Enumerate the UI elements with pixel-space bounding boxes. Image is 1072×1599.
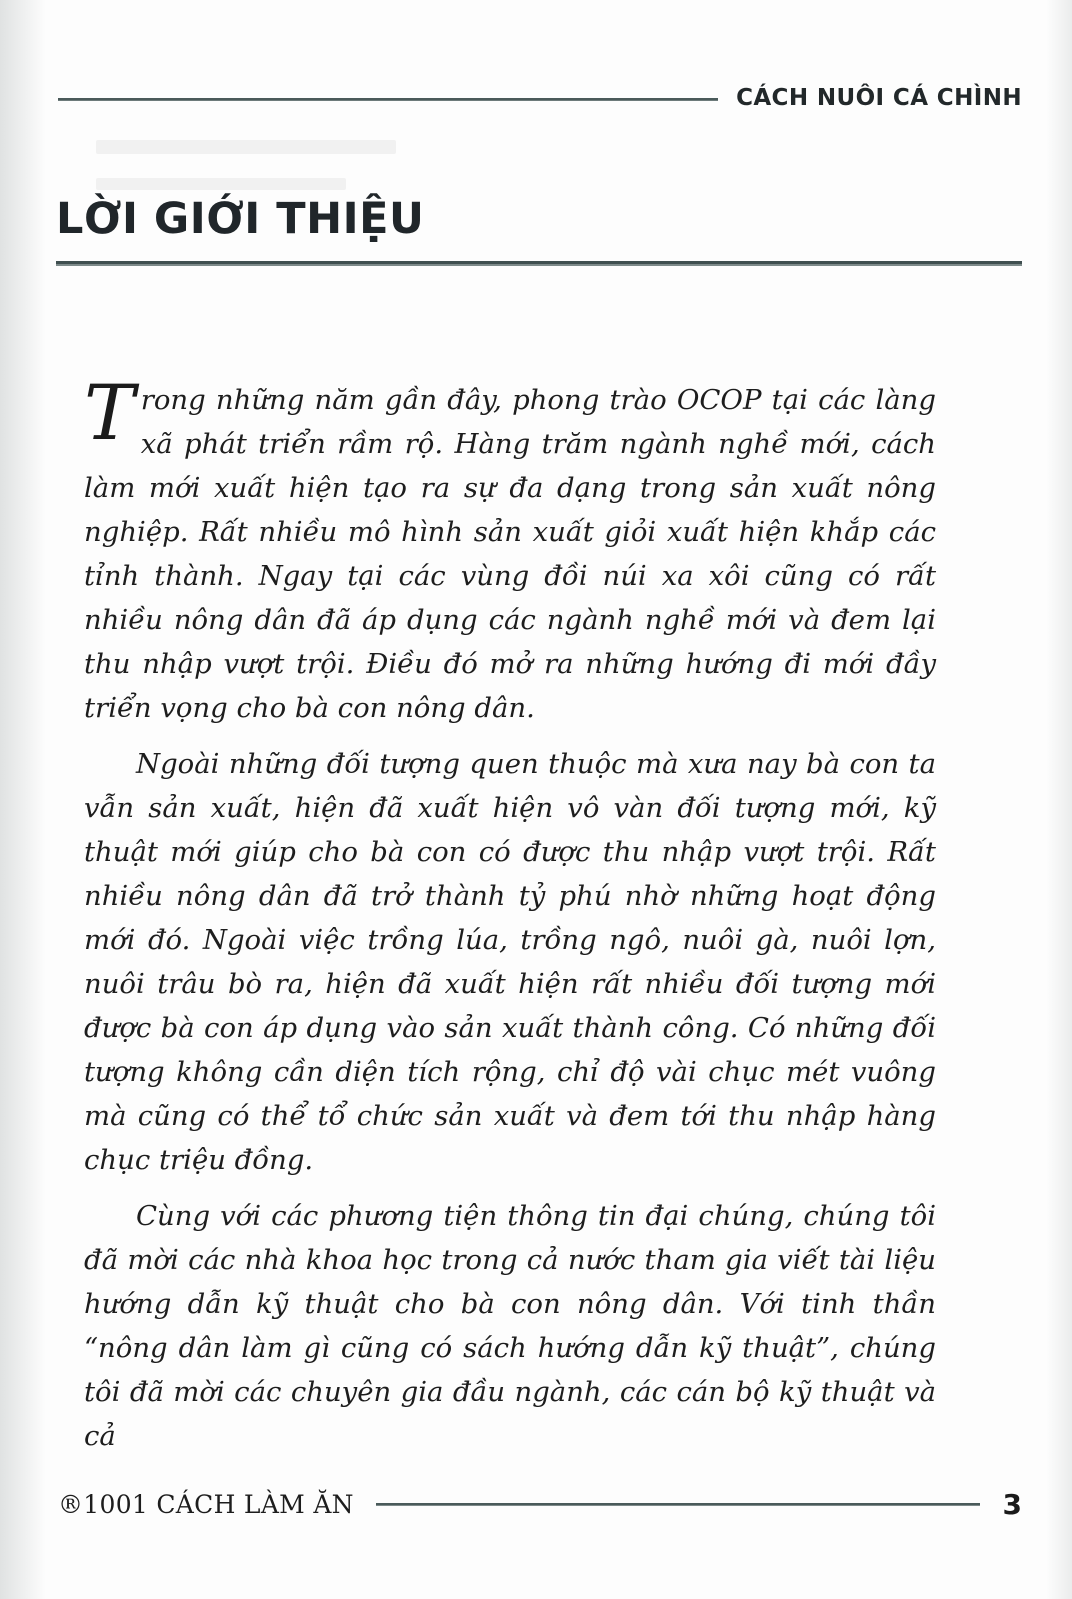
paragraph-1	[84, 368, 936, 730]
paragraph-1-text: rong những năm gần đây, phong trào OCOP tại các làng xã phát triển rầm rộ. Hàng trăm ngành nghề mới, cách làm mới xuất hiện tạo ra sự đa dạng trong sản xuất nông nghiệp. Rất nhiều mô hình sản xuất giỏi xuất hiện khắp các tỉnh thành. Ngay tại các vùng đồi núi xa xôi cũng có rất nhiều nông dân đã áp dụng các ngành nghề mới và đem lại thu nhập vượt trội. Điều đó mở ra những hướng đi mới đầy triển vọng cho bà con nông dân.	[84, 384, 936, 724]
edge-shadow	[1046, 0, 1072, 1599]
running-title: CÁCH NUÔI CÁ CHÌNH	[736, 85, 1022, 111]
spine-shadow	[0, 0, 46, 1599]
drop-cap: T	[84, 368, 135, 457]
header-divider	[58, 98, 718, 101]
paragraph-2: Ngoài những đối tượng quen thuộc mà xưa nay bà con ta vẫn sản xuất, hiện đã xuất hiện vô vàn đối tượng mới, kỹ thuật mới giúp cho bà con có được thu nhập vượt trội. Rất nhiều nông dân đã trở thành tỷ phú nhờ những hoạt động mới đó. Ngoài việc trồng lúa, trồng ngô, nuôi gà, nuôi lợn, nuôi trâu bò ra, hiện đã xuất hiện rất nhiều đối tượng mới được bà con áp dụng vào sản xuất thành công. Có những đối tượng không cần diện tích rộng, chỉ độ vài chục mét vuông mà cũng có thể tổ chức sản xuất và đem tới thu nhập hàng chục triệu đồng.	[84, 748, 936, 1176]
body-text	[84, 368, 936, 1470]
bleed-artifact	[96, 140, 396, 154]
bleed-artifact	[96, 178, 346, 190]
footer-divider	[376, 1503, 980, 1506]
title-divider	[56, 261, 1022, 266]
paragraph-3: Cùng với các phương tiện thông tin đại chúng, chúng tôi đã mời các nhà khoa học trong cả nước tham gia viết tài liệu hướng dẫn kỹ thuật cho bà con nông dân. Với tinh thần “nông dân làm gì cũng có sách hướng dẫn kỹ thuật”, chúng tôi đã mời các chuyên gia đầu ngành, các cán bộ kỹ thuật và cả	[84, 1200, 936, 1452]
page-title: LỜI GIỚI THIỆU	[56, 194, 425, 244]
page-header	[58, 78, 1022, 118]
footer-brand: ®1001 CÁCH LÀM ĂN	[58, 1490, 354, 1519]
title-block	[56, 196, 1022, 266]
page-footer	[58, 1488, 1022, 1521]
page-number: 3	[1002, 1488, 1022, 1521]
